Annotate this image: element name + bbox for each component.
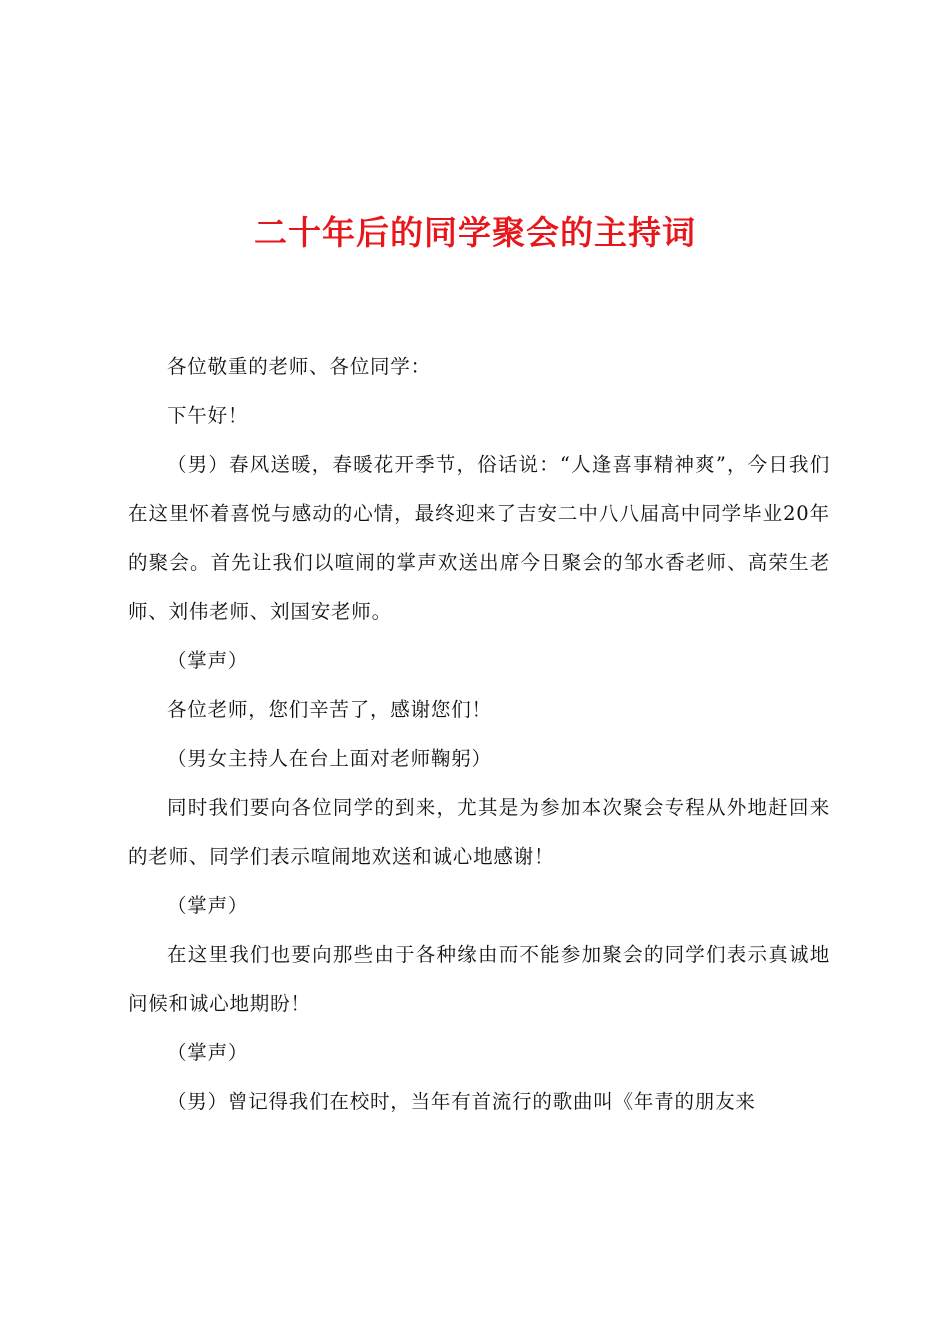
paragraph-good-afternoon: 下午好！ (167, 404, 249, 427)
document-body (128, 342, 830, 1126)
paragraph-song-memory: （男）曾记得我们在校时，当年有首流行的歌曲叫《年青的朋友来 (167, 1090, 756, 1113)
paragraph-applause-3: （掌声） (167, 1041, 249, 1064)
document-title: 二十年后的同学聚会的主持词 (254, 213, 696, 252)
paragraph-greetings-absent: 在这里我们也要向那些由于各种缘由而不能参加聚会的同学们表示真诚地问候和诚心地期盼！ (128, 943, 830, 1015)
paragraph-thanks-teachers: 各位老师，您们辛苦了，感谢您们！ (167, 698, 492, 721)
paragraph-opening: （男）春风送暖，春暖花开季节，俗话说：“人逢喜事精神爽”，今日我们在这里怀着喜悦与感动的心情，最终迎来了吉安二中八八届高中同学毕业20年的聚会。首先让我们以喧闹的掌声欢送出席今日聚会的邹水香老师、高荣生老师、刘伟老师、刘国安老师。 (128, 453, 830, 623)
paragraph-applause-1: （掌声） (167, 649, 249, 672)
paragraph-stage-direction-bow: （男女主持人在台上面对老师鞠躬） (167, 747, 492, 770)
paragraph-applause-2: （掌声） (167, 894, 249, 917)
paragraph-greeting: 各位敬重的老师、各位同学： (167, 355, 431, 378)
paragraph-welcome-classmates: 同时我们要向各位同学的到来，尤其是为参加本次聚会专程从外地赶回来的老师、同学们表示喧闹地欢送和诚心地感谢！ (128, 796, 830, 868)
